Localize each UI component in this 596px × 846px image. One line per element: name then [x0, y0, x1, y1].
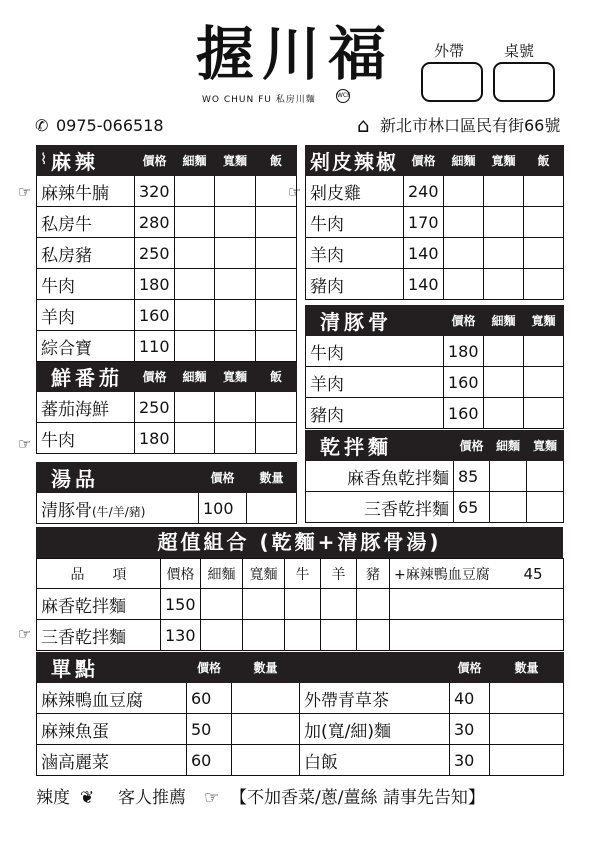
single-table	[36, 652, 564, 776]
col-header: 價格	[135, 146, 175, 176]
col-header: 價格	[444, 306, 484, 336]
item-price: 160	[444, 367, 484, 398]
order-cell[interactable]	[232, 683, 300, 714]
col-header: 寬麵	[243, 559, 285, 589]
table-row	[37, 331, 297, 362]
header-spacer	[300, 653, 450, 683]
pork-bone-table	[305, 305, 564, 429]
item-price: 65	[454, 492, 490, 523]
table-row	[306, 461, 564, 492]
col-header: 飯	[256, 146, 297, 176]
item-price: 280	[135, 207, 175, 238]
order-cell[interactable]	[175, 392, 215, 423]
table-row	[37, 745, 564, 776]
order-cell[interactable]	[243, 589, 285, 620]
combo-table	[36, 558, 564, 651]
item-name: 外帶青草茶	[300, 683, 450, 714]
item-name: 私房豬	[37, 238, 135, 269]
table-row	[37, 423, 297, 454]
item-name: 白飯	[300, 745, 450, 776]
table-row	[37, 176, 297, 207]
item-name: 麻香乾拌麵	[37, 589, 161, 620]
order-cell[interactable]	[232, 714, 300, 745]
item-name: 滷高麗菜	[37, 745, 187, 776]
order-cell[interactable]	[484, 238, 524, 269]
item-name: 麻香魚乾拌麵	[306, 461, 454, 492]
order-cell[interactable]	[321, 589, 357, 620]
combo-extra-label: +麻辣鴨血豆腐	[390, 559, 520, 589]
item-name: 羊肉	[37, 300, 135, 331]
spice-level-label: 辣度	[36, 788, 70, 808]
order-cell[interactable]	[484, 176, 524, 207]
order-cell[interactable]	[527, 492, 564, 523]
order-cell[interactable]	[201, 620, 243, 651]
recommend-label: 客人推薦	[118, 788, 186, 808]
order-cell[interactable]	[175, 300, 215, 331]
col-header: 數量	[490, 653, 564, 683]
order-cell[interactable]	[444, 207, 484, 238]
order-cell[interactable]	[524, 367, 564, 398]
table-row	[306, 207, 564, 238]
item-price: 30	[450, 714, 490, 745]
order-cell[interactable]	[215, 176, 256, 207]
item-price: 130	[161, 620, 201, 651]
col-header: 細麵	[490, 431, 527, 461]
col-header: 飯	[256, 362, 297, 392]
order-cell[interactable]	[321, 620, 357, 651]
table-row	[37, 269, 297, 300]
table-row	[37, 714, 564, 745]
order-cell[interactable]	[444, 269, 484, 300]
table-row	[37, 620, 564, 651]
order-cell[interactable]	[215, 423, 256, 454]
order-cell[interactable]	[215, 331, 256, 362]
col-header: 牛	[285, 559, 321, 589]
item-price: 60	[187, 745, 232, 776]
item-name: 牛肉	[37, 423, 135, 454]
col-header: 價格	[454, 431, 490, 461]
order-cell[interactable]	[484, 269, 524, 300]
phone-icon: ✆	[35, 116, 49, 135]
col-header: 數量	[247, 463, 297, 493]
col-header: 品 項	[37, 559, 161, 589]
phone-number: 0975-066518	[56, 116, 164, 135]
item-price: 240	[404, 176, 444, 207]
col-header: 細麵	[201, 559, 243, 589]
table-row	[306, 238, 564, 269]
pointing-hand-icon: ☞	[18, 625, 32, 643]
section-title-chopped-pepper: 剁皮辣椒	[306, 146, 404, 176]
order-cell[interactable]	[484, 207, 524, 238]
order-cell[interactable]	[524, 176, 564, 207]
logo-badge: WCF	[336, 89, 350, 103]
item-price: 30	[450, 745, 490, 776]
col-header: 價格	[135, 362, 175, 392]
table-row	[37, 207, 297, 238]
col-header: 細麵	[484, 306, 524, 336]
order-cell[interactable]	[484, 398, 524, 429]
soup-table	[36, 462, 297, 524]
order-cell[interactable]	[484, 336, 524, 367]
order-cell[interactable]	[524, 207, 564, 238]
table-row	[306, 367, 564, 398]
item-price: 40	[450, 683, 490, 714]
section-title-mala: 麻辣	[37, 146, 135, 176]
col-header: 價格	[187, 653, 232, 683]
table-row	[37, 238, 297, 269]
section-title-dry-noodle: 乾拌麵	[306, 431, 454, 461]
order-cell[interactable]	[256, 331, 297, 362]
table-row	[306, 336, 564, 367]
order-cell[interactable]	[201, 589, 243, 620]
item-name: 私房牛	[37, 207, 135, 238]
col-header: 細麵	[444, 146, 484, 176]
order-cell[interactable]	[256, 269, 297, 300]
item-name: 加(寬/細)麵	[300, 714, 450, 745]
item-name: 清豚骨(牛/羊/豬)	[37, 493, 199, 524]
item-price: 140	[404, 238, 444, 269]
chopped-pepper-table	[305, 145, 564, 300]
item-price: 60	[187, 683, 232, 714]
item-name: 羊肉	[306, 238, 404, 269]
section-title-soup: 湯品	[37, 463, 199, 493]
col-header: 寬麵	[215, 146, 256, 176]
item-name: 麻辣牛腩	[37, 176, 135, 207]
order-cell[interactable]	[243, 620, 285, 651]
col-header: 寬麵	[215, 362, 256, 392]
item-name: 羊肉	[306, 367, 444, 398]
chili-pepper-icon: ❦	[80, 788, 95, 808]
order-cell[interactable]	[524, 336, 564, 367]
item-price: 140	[404, 269, 444, 300]
order-cell[interactable]	[490, 714, 564, 745]
item-price: 160	[444, 398, 484, 429]
order-cell[interactable]	[215, 392, 256, 423]
item-name: 豬肉	[306, 398, 444, 429]
order-cell[interactable]	[256, 423, 297, 454]
item-price: 320	[135, 176, 175, 207]
col-header: 羊	[321, 559, 357, 589]
order-cell[interactable]	[490, 683, 564, 714]
item-name: 牛肉	[306, 336, 444, 367]
col-header: 寬麵	[524, 306, 564, 336]
order-cell[interactable]	[175, 269, 215, 300]
order-cell[interactable]	[390, 620, 564, 651]
item-price: 50	[187, 714, 232, 745]
order-cell[interactable]	[524, 269, 564, 300]
col-header: 飯	[524, 146, 564, 176]
section-title-tomato: 鮮番茄	[37, 362, 135, 392]
pointing-hand-icon: ☞	[288, 183, 302, 201]
footer-note: 【不加香菜/蔥/薑絲 請事先告知】	[230, 788, 485, 808]
item-price: 180	[444, 336, 484, 367]
col-header: 價格	[404, 146, 444, 176]
item-name: 牛肉	[37, 269, 135, 300]
item-price: 110	[135, 331, 175, 362]
table-number-label: 桌號	[504, 42, 535, 60]
item-name: 剁皮雞	[306, 176, 404, 207]
table-row	[306, 492, 564, 523]
order-cell[interactable]	[215, 300, 256, 331]
col-header: 數量	[232, 653, 300, 683]
col-header: 豬	[357, 559, 390, 589]
order-cell[interactable]	[175, 176, 215, 207]
order-cell[interactable]	[444, 176, 484, 207]
col-header: 價格	[161, 559, 201, 589]
pointing-hand-icon: ☞	[18, 435, 32, 453]
section-title-combo: 超值組合 (乾麵+清豚骨湯)	[36, 527, 563, 558]
table-row	[37, 300, 297, 331]
takeout-box[interactable]	[421, 62, 483, 102]
item-price: 100	[199, 493, 247, 524]
item-price: 250	[135, 392, 175, 423]
section-title-single: 單點	[37, 653, 187, 683]
order-cell[interactable]	[484, 367, 524, 398]
order-cell[interactable]	[175, 238, 215, 269]
order-cell[interactable]	[490, 745, 564, 776]
address: 新北市林口區民有街66號	[380, 116, 561, 135]
table-row	[37, 683, 564, 714]
item-name: 綜合寶	[37, 331, 135, 362]
takeout-label: 外帶	[434, 42, 465, 60]
order-cell[interactable]	[256, 392, 297, 423]
order-cell[interactable]	[215, 269, 256, 300]
combo-extra-price: 45	[520, 559, 564, 589]
item-name: 麻辣魚蛋	[37, 714, 187, 745]
order-cell[interactable]	[357, 620, 390, 651]
table-row	[306, 176, 564, 207]
chili-pepper-icon: ⌇	[40, 150, 48, 168]
item-price: 160	[135, 300, 175, 331]
logo-subtitle: WO CHUN FU 私房川麵	[202, 95, 316, 105]
dry-noodle-table	[305, 430, 564, 523]
item-price: 250	[135, 238, 175, 269]
order-cell[interactable]	[490, 492, 527, 523]
order-cell[interactable]	[215, 238, 256, 269]
order-cell[interactable]	[285, 589, 321, 620]
col-header: 細麵	[175, 362, 215, 392]
pointing-hand-icon: ☞	[204, 788, 220, 808]
table-number-box[interactable]	[493, 62, 555, 102]
order-cell[interactable]	[256, 238, 297, 269]
col-header: 價格	[450, 653, 490, 683]
item-price: 150	[161, 589, 201, 620]
item-price: 170	[404, 207, 444, 238]
order-cell[interactable]	[232, 745, 300, 776]
section-title-pork-bone: 清豚骨	[306, 306, 444, 336]
table-row	[37, 493, 297, 524]
item-price: 85	[454, 461, 490, 492]
table-row	[306, 398, 564, 429]
order-cell[interactable]	[256, 300, 297, 331]
table-row	[37, 392, 297, 423]
mala-table	[36, 145, 297, 454]
order-cell[interactable]	[357, 589, 390, 620]
pointing-hand-icon: ☞	[18, 183, 32, 201]
order-cell[interactable]	[490, 461, 527, 492]
order-cell[interactable]	[444, 238, 484, 269]
order-cell[interactable]	[256, 207, 297, 238]
order-cell[interactable]	[175, 331, 215, 362]
item-name: 豬肉	[306, 269, 404, 300]
order-cell[interactable]	[524, 238, 564, 269]
order-cell[interactable]	[390, 589, 564, 620]
order-cell[interactable]	[175, 423, 215, 454]
order-cell[interactable]	[527, 461, 564, 492]
col-header: 細麵	[175, 146, 215, 176]
order-cell[interactable]	[285, 620, 321, 651]
item-name: 蕃茄海鮮	[37, 392, 135, 423]
restaurant-logo: 握川福	[196, 20, 395, 88]
order-cell[interactable]	[247, 493, 297, 524]
item-name: 牛肉	[306, 207, 404, 238]
home-icon: ⌂	[357, 113, 370, 137]
col-header: 寬麵	[527, 431, 564, 461]
item-name: 麻辣鴨血豆腐	[37, 683, 187, 714]
table-row	[306, 269, 564, 300]
item-name: 三香乾拌麵	[37, 620, 161, 651]
order-cell[interactable]	[524, 398, 564, 429]
item-price: 180	[135, 269, 175, 300]
item-price: 180	[135, 423, 175, 454]
col-header: 寬麵	[484, 146, 524, 176]
table-row	[37, 589, 564, 620]
order-cell[interactable]	[215, 207, 256, 238]
item-name: 三香乾拌麵	[306, 492, 454, 523]
order-cell[interactable]	[175, 207, 215, 238]
col-header: 價格	[199, 463, 247, 493]
